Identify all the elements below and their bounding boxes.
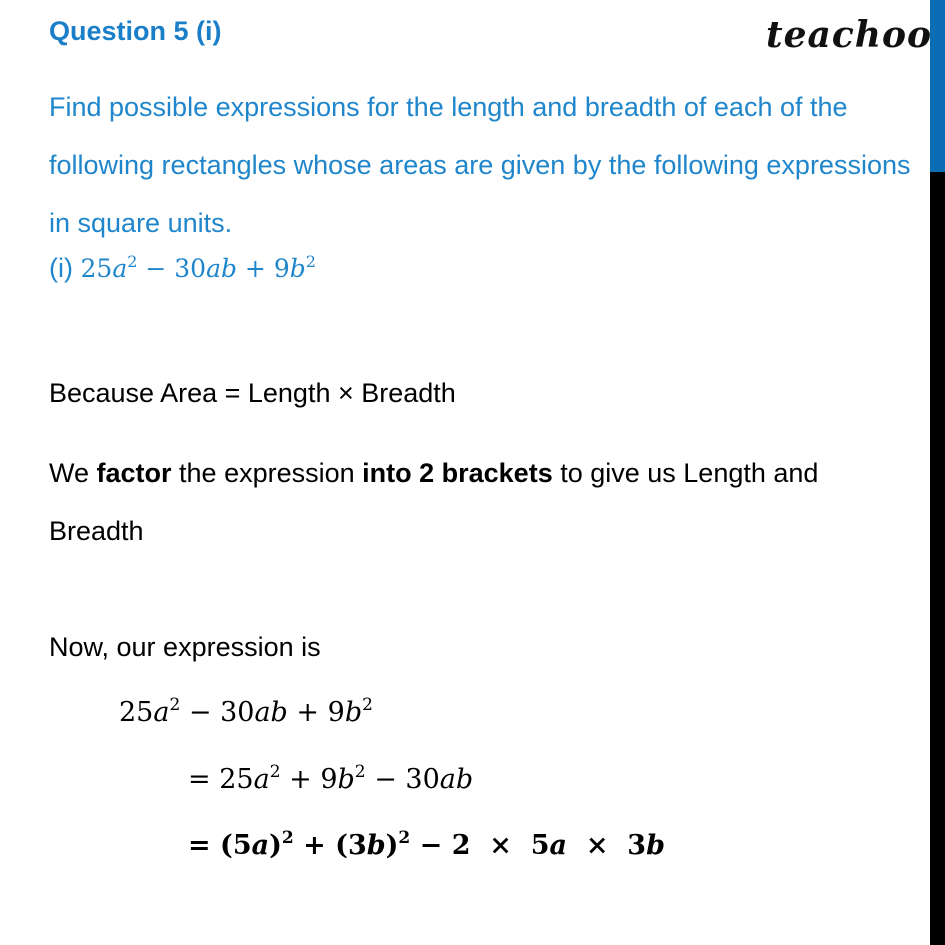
times-sign: × — [470, 830, 531, 861]
operator: + — [293, 830, 336, 861]
scrollbar[interactable] — [930, 0, 945, 945]
coef: 9 — [273, 254, 290, 283]
coef: 25 — [219, 764, 254, 795]
scroll-track — [930, 172, 945, 945]
teachoo-logo: teachoo — [766, 14, 932, 56]
coef: 9 — [320, 764, 338, 795]
factor-instruction — [49, 444, 909, 560]
question-heading: Question 5 (i) — [49, 16, 222, 46]
paren: ( — [220, 830, 233, 861]
times-sign: × — [567, 830, 628, 861]
var: a — [112, 254, 128, 283]
math-step-1 — [119, 697, 373, 728]
coef: 9 — [327, 697, 345, 728]
coef: 2 — [451, 830, 471, 861]
var: b — [646, 830, 665, 861]
exp: 2 — [362, 695, 373, 715]
equals: = — [188, 764, 220, 795]
operator: + — [236, 254, 274, 283]
operator: − — [410, 830, 452, 861]
exp: 2 — [127, 252, 138, 271]
paren: ( — [335, 830, 348, 861]
var: a — [153, 697, 170, 728]
math-step-2 — [188, 764, 473, 795]
expression-intro: Now, our expression is — [49, 632, 321, 662]
var: b — [344, 697, 363, 728]
var: b — [366, 830, 386, 861]
question-text: Find possible expressions for the length and breadth of each of the following rectangles whose areas are given by the following expressions in square units. — [49, 92, 911, 238]
var: ab — [439, 764, 474, 795]
text-run: the expression — [171, 458, 363, 488]
var: a — [251, 830, 270, 861]
paren: ) — [269, 830, 282, 861]
operator: − — [365, 764, 406, 795]
scroll-thumb[interactable] — [930, 0, 945, 172]
var: ab — [254, 697, 288, 728]
coef: 30 — [220, 697, 255, 728]
coef: 3 — [347, 830, 367, 861]
var: b — [289, 254, 306, 283]
area-formula-text: Because Area = Length × Breadth — [49, 378, 456, 408]
math-step-3 — [188, 830, 665, 861]
coef: 30 — [174, 254, 207, 283]
exp: 2 — [398, 828, 411, 848]
exp: 2 — [269, 762, 281, 782]
operator: − — [137, 254, 175, 283]
var: b — [337, 764, 355, 795]
bold-run: into 2 brackets — [362, 458, 553, 488]
equals: = — [188, 830, 221, 861]
part-label: (i) — [49, 253, 73, 283]
operator: + — [287, 697, 328, 728]
var: ab — [206, 254, 237, 283]
var: a — [549, 830, 568, 861]
coef: 25 — [80, 254, 113, 283]
coef: 5 — [232, 830, 252, 861]
operator: + — [280, 764, 321, 795]
exp: 2 — [281, 828, 294, 848]
exp: 2 — [354, 762, 366, 782]
text-run: to give us Length and Breadth — [49, 458, 819, 546]
var: a — [253, 764, 270, 795]
operator: − — [180, 697, 221, 728]
exp: 2 — [305, 252, 316, 271]
question-part — [49, 253, 316, 284]
exp: 2 — [169, 695, 181, 715]
coef: 30 — [405, 764, 440, 795]
coef: 25 — [119, 697, 154, 728]
bold-run: factor — [96, 458, 172, 488]
text-run: We — [49, 458, 97, 488]
part-expression — [81, 254, 316, 283]
coef: 3 — [627, 830, 647, 861]
paren: ) — [385, 830, 399, 861]
coef: 5 — [530, 830, 550, 861]
